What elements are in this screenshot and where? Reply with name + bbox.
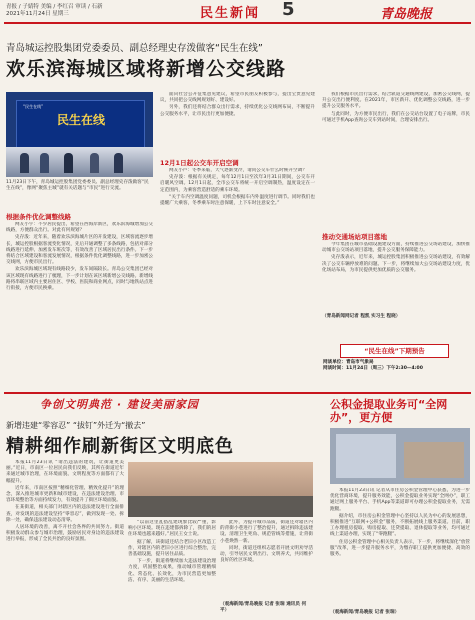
photo-person [90, 153, 99, 173]
sidebar-byline: （观海新闻/青岛晚报 记者 张瑞） [330, 610, 400, 615]
article1-col2 [160, 92, 315, 154]
article1-section-head1: 根据条件优化调整线路 [6, 213, 71, 221]
header-meta [6, 4, 103, 18]
paragraph: 据介绍，市住房公积金管理中心坚持以人民为中心的发展思想，积极推进“互联网+公积金”服务，不断拓展线上服务渠道。目前，职工办理租房提取、购房提取、还贷提取、退休提取等业务，均可通过线上渠道办理，实现了“零跑腿”。 [330, 513, 470, 538]
paragraph: 今年集团在城市基础设施建设方面，持续推进公交场站建设，加快推动城市公交场站项目落地，提升公交服务保障能力。 [322, 242, 470, 254]
paragraph: “以前这里乱搭乱建现象比较严重，影响小区环境。现在违建都拆除了，我们的居住环境也越来越好。”居民王女士说。 [128, 520, 216, 538]
photo-screen-title: “民生在线” [23, 104, 44, 109]
paragraph: 近年来，市南区按照“精细化管理、精致化提升”的理念，深入推进城市更新和城市建设，在违法建设治理、市容环境整治等方面持续发力，有效提升了街区环境面貌。 [6, 485, 124, 504]
article1-section-head3: 推动交通场站项目落地 [322, 233, 387, 241]
sidebar-photo [330, 428, 470, 484]
header-meta-line2: 2021年11月24日 星期三 [6, 11, 69, 17]
article2-headline: 精耕细作刷新街区文明底色 [6, 436, 234, 457]
photo-wall [128, 462, 313, 496]
paragraph: 与此同时，为方便市民出行，我们在公交站台设置了电子站牌，市民可通过手机App查询公交车到站时间，合理安排出行。 [322, 111, 470, 123]
paragraph: 网友小卢：冬季来临，天气逐渐变冷，请问公交车什么时候开空调？ [169, 168, 307, 173]
forecast-callout-title: “民生在线”下期预告 [340, 344, 449, 358]
forecast-unit: 网谈单位：青岛市气象局 [323, 360, 374, 365]
header-rule [4, 22, 471, 24]
forecast-time: 网谈时间：11月24日（周三）下午2:30—4:00 [323, 366, 423, 372]
photo-people [6, 147, 153, 177]
paragraph: 住房公积金管理中心相关负责人表示，下一步，将继续深化“放管服”改革，进一步提升服务水平，为缴存职工提供更加便捷、高效的服务。 [330, 539, 470, 558]
paragraph: 面向社会公开征集意见建议，希望市民朋友积极参与，提出宝贵意见建议，共同把公交线网规划好、建设好。 [160, 92, 315, 104]
photo-ground [128, 496, 313, 517]
paragraph: 史存泼：近年来，随着欢乐滨海城片区的开发建设，区域客流逐步增长，城运控股根据客流变化情况，先后开通调整了多条线路，包括对部分线路进行延伸、加密发车班次等，有效改善了区域居民出行条件。下一步将结合区域建设和客流发展情况，根据条件优化调整线路，进一步加密公交线网，方便市民出行。 [6, 235, 153, 266]
article1-col3 [322, 92, 470, 154]
paragraph: 在某街道，相关部门对辖区内的违法建设进行全面排查，对发现的违法建设坚持“零容忍”，做到发现一处、拆除一处，确保违法建设动态清零。 [6, 505, 124, 523]
article2-subheadline: 新增违建“零容忍” “拔钉”外迁为“撤去” [6, 421, 146, 430]
photo-person [20, 153, 29, 173]
header-meta-line1: 青报 / 子婧特 美编 / 李红召 审读 / 石新 [6, 4, 103, 10]
photo-building [404, 442, 464, 478]
paragraph: 网友小宇：不少居民提出，希望在西海岸新区，欢乐滨海城增加公交线路，方便群众出行。对此有何规划？ [6, 222, 153, 234]
article2-col-a [6, 460, 124, 616]
section-title: 民生新闻 [200, 6, 261, 21]
photo-person [114, 153, 123, 173]
paragraph: 此外，为提升城市品质，街道还对辖区内的背街小巷进行了整治提升，通过拆除违法建设、清理卫生死角、规范管线等措施，让背街小巷焕然一新。 [220, 520, 313, 544]
sidebar-body [330, 488, 470, 608]
article2-banner: 争创文明典范 · 建设美丽家园 [40, 398, 199, 411]
article1-section-head2: 12月1日起公交车开启空调 [160, 159, 239, 167]
article1-photo [6, 92, 153, 177]
paragraph: 欢乐滨海城区域现有线路较少，发车间隔较长。青岛公交集团已经对该区域现有线路进行了梳理，下一步计划在该区域新增公交线路。新增线路将串联区域内主要居住区、学校、医院和商业网点，同时与地铁站点进行衔接，方便市民换乘。 [6, 267, 153, 292]
paragraph: 史存泼表示，近年来，城运控股集团积极推进公交场站建设，有效解决了公交车辆停放难的问题。下一步，将继续加大公交场站建设力度，优化场站布局，为市民提供更加优质的公交服务。 [322, 255, 470, 273]
paragraph: 史存泼：根据有关规定，每年12月1日至次年3月31日期间，公交车开启暖风空调。12月1日起，全市公交车将统一开启空调制热，温度设定在一定范围内，为乘客营造舒适的乘车环境。 [160, 175, 315, 193]
paragraph: 另外，我们还将结合群众出行需求，持续优化公交线网布局，不断提升公交服务水平，让市民出行更加便捷。 [160, 105, 315, 117]
article2-col-c [220, 520, 313, 600]
paragraph: 本报11月23日讯 记者从市住房公积金管理中心获悉，为进一步优化营商环境，提升服务效能，公积金提取业务实现“全网办”，职工通过网上服务平台、手机App等渠道即可办理公积金提取业务，无需跑腿。 [330, 488, 470, 512]
sidebar-headline: 公积金提取业务可“全网办”，更方便 [330, 398, 448, 424]
paragraph: 人居环境的改善，离不开社会各界的共同努力。街道积极发动群众参与城市治理，鼓励居民对身边的违法建设进行举报，形成了全民共治的良好氛围。 [6, 525, 124, 543]
page-number: 5 [282, 0, 295, 20]
article1-col1 [6, 222, 153, 392]
section-divider [4, 392, 471, 394]
photo-screen-big: 民生在线 [57, 113, 106, 127]
paragraph: “关于车内空调温度问题，司机会根据车内外温度进行调节。同时我们也提醒广大乘客，冬季乘车时注意保暖，上下车时注意安全。” [160, 194, 315, 207]
paragraph: 我们根据市民出行需求，结合轨道交通线网建设，加密公交线网，提升公交出行便利度。在2021年，市区新开、优化调整公交线路，进一步提升公交服务水平。 [322, 92, 470, 110]
photo-person [64, 153, 73, 173]
article1-col2b [160, 168, 315, 392]
article1-headline: 欢乐滨海城区域将新增公交线路 [6, 58, 287, 80]
paragraph: 下一步，街道将继续加大违法建设治理力度，巩固整治成果，推动城市管理精细化、常态化、长效化，为市民营造更加整洁、有序、美丽的生活环境。 [128, 559, 216, 583]
article2-photo [128, 462, 313, 517]
article2-byline: （观海新闻/青岛晚报 记者 张瑞 通讯员 何平） [220, 602, 307, 614]
paragraph: 同时，街道还组织志愿者开展文明劝导活动，引导居民文明出行、文明养犬，共同维护良好的社区环境。 [220, 545, 313, 564]
paragraph: 据了解，该街道还结合老旧小区改造工作，对辖区内的老旧小区进行综合整治，完善基础设施，提升居住品质。 [128, 539, 216, 558]
article1-photo-caption: 11月23日下午，青岛城运控股集团党委委员、副总经理史存泼做客“民生在线”，像网“聚焦主城”就有关话题与“市民”进行交流。 [6, 180, 149, 192]
photo-building [336, 434, 396, 478]
paragraph: 本报11月23日讯 “请出违法的建筑，让街道更美丽。”近日，市南区一位居民向我们反映，其所在街道近年来通过城市治理，在环境面貌、文明程度等方面都有了大幅提升。 [6, 460, 124, 484]
article2-col-b [128, 520, 216, 616]
article1-subheadline: 青岛城运控股集团党委委员、副总经理史存泼做客“民生在线” [6, 43, 263, 54]
forecast-callout-info [323, 360, 423, 372]
photo-person [40, 153, 49, 173]
photo-screen [16, 100, 145, 150]
article1-byline: （青岛新闻网记者 程凯 实习生 程晓） [322, 314, 401, 319]
newspaper-logo: 青岛晚报 [380, 7, 433, 22]
